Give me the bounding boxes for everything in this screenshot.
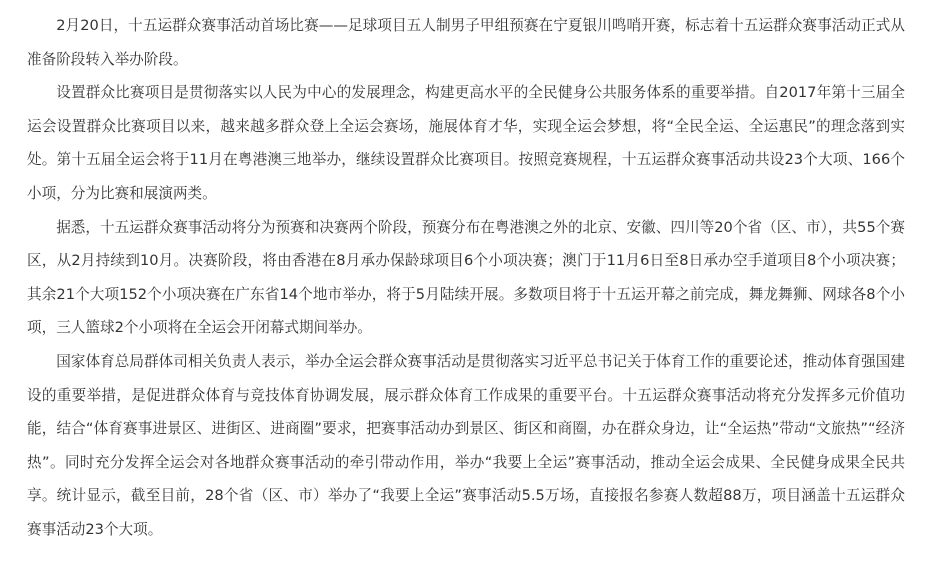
paragraph-schedule: 据悉，十五运群众赛事活动将分为预赛和决赛两个阶段，预赛分布在粤港澳之外的北京、安徽、四川等20个省（区、市），共55个赛区，从2月持续到10月。决赛阶段，将由香港在8月承办保龄球项目6个小项决赛；澳门于11月6日至8日承办空手道项目8个小项决赛；其余21个大项152个小项决赛在广东省14个地市举办，将于5月陆续开展。多数项目将于十五运开幕之前完成，舞龙舞狮、网球各8个小项，三人篮球2个小项将在全运会开闭幕式期间举办。 <box>27 218 905 337</box>
paragraph-official-statement: 国家体育总局群体司相关负责人表示，举办全运会群众赛事活动是贯彻落实习近平总书记关于体育工作的重要论述，推动体育强国建设的重要举措，是促进群众体育与竞技体育协调发展，展示群众体育工作成果的重要平台。十五运群众赛事活动将充分发挥多元价值功能，结合“体育赛事进景区、进街区、进商圈”要求，把赛事活动办到景区、街区和商圈，办在群众身边，让“全运热”带动“文旅热”“经济热”。同时充分发挥全运会对各地群众赛事活动的牵引带动作用，举办“我要上全运”赛事活动，推动全运会成果、全民健身成果全民共享。统计显示，截至目前，28个省（区、市）举办了“我要上全运”赛事活动5.5万场，直接报名参赛人数超88万，项目涵盖十五运群众赛事活动23个大项。 <box>27 352 905 538</box>
paragraph-project-setup: 设置群众比赛项目是贯彻落实以人民为中心的发展理念，构建更高水平的全民健身公共服务体系的重要举措。自2017年第十三届全运会设置群众比赛项目以来，越来越多群众登上全运会赛场，施展体育才华，实现全运会梦想，将“全民全运、全运惠民”的理念落到实处。第十五届全运会将于11月在粤港澳三地举办，继续设置群众比赛项目。按照竞赛规程，十五运群众赛事活动共设23个大项、166个小项，分为比赛和展演两类。 <box>27 84 905 202</box>
paragraph-opening: 2月20日，十五运群众赛事活动首场比赛——足球项目五人制男子甲组预赛在宁夏银川鸣哨开赛，标志着十五运群众赛事活动正式从准备阶段转入举办阶段。 <box>27 17 905 68</box>
